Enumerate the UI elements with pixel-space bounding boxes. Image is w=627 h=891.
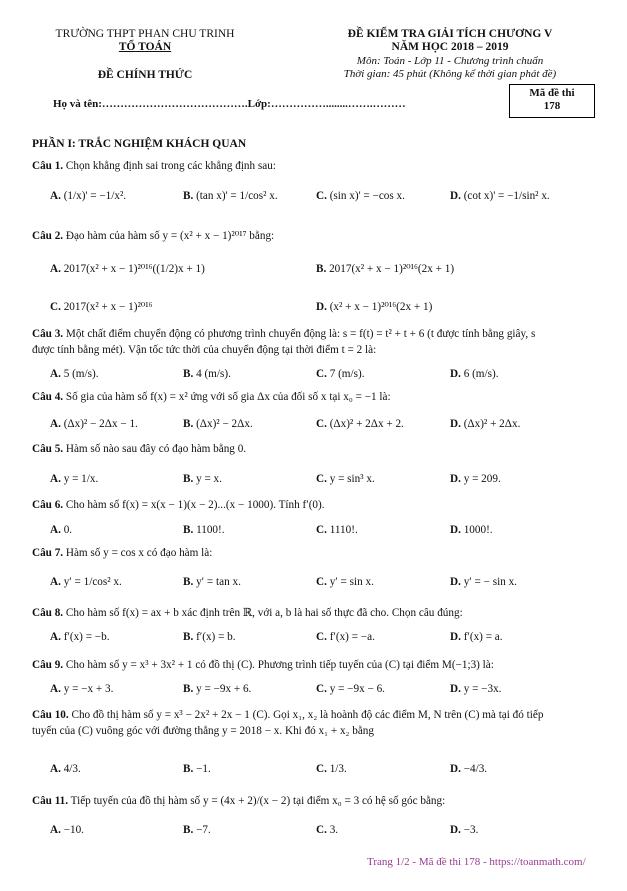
- question-label: Câu 2.: [32, 230, 64, 242]
- question-text: Hàm số y = cos x có đạo hàm là:: [65, 547, 213, 559]
- question-6: [32, 497, 602, 513]
- option-text: f′(x) = −a.: [326, 631, 375, 643]
- option-letter: D.: [450, 190, 461, 202]
- option-text: −7.: [193, 824, 211, 836]
- answer-option-d[interactable]: [450, 473, 501, 485]
- exam-code-label: Mã đề thi: [529, 87, 575, 99]
- answer-option-b[interactable]: [183, 473, 222, 485]
- answer-option-c[interactable]: [316, 418, 404, 430]
- option-text: 4/3.: [60, 763, 81, 775]
- option-letter: B.: [183, 368, 194, 380]
- answer-option-c[interactable]: [316, 524, 358, 536]
- option-text: 0.: [60, 524, 73, 536]
- option-letter: C.: [316, 524, 327, 536]
- option-text: (Δx)² − 2Δx.: [193, 418, 253, 430]
- option-text: (x² + x − 1)²⁰¹⁶(2x + 1): [326, 301, 433, 313]
- subject-line: Môn: Toán - Lớp 11 - Chương trình chuẩn: [356, 55, 544, 67]
- option-letter: B.: [183, 631, 194, 643]
- answer-option-c[interactable]: [316, 368, 365, 380]
- question-label: Câu 4.: [32, 391, 64, 403]
- answer-option-b[interactable]: [183, 418, 253, 430]
- answer-option-a[interactable]: [50, 418, 138, 430]
- option-text: −10.: [60, 824, 84, 836]
- option-letter: A.: [50, 576, 61, 588]
- option-letter: D.: [316, 301, 327, 313]
- option-text: 1110!.: [326, 524, 358, 536]
- option-letter: D.: [450, 631, 461, 643]
- answer-option-d[interactable]: [450, 576, 517, 588]
- option-letter: A.: [50, 368, 61, 380]
- answer-option-a[interactable]: [50, 683, 113, 695]
- option-letter: D.: [450, 576, 461, 588]
- answer-option-a[interactable]: [50, 631, 110, 643]
- answer-option-c[interactable]: [316, 763, 347, 775]
- answer-option-c[interactable]: [316, 190, 405, 202]
- question-text: Hàm số nào sau đây có đạo hàm bằng 0.: [65, 443, 247, 455]
- question-label: Câu 11.: [32, 795, 69, 807]
- option-letter: C.: [316, 368, 327, 380]
- option-letter: A.: [50, 190, 61, 202]
- option-letter: B.: [183, 824, 194, 836]
- option-letter: A.: [50, 473, 61, 485]
- option-letter: B.: [183, 190, 194, 202]
- option-letter: A.: [50, 418, 61, 430]
- option-letter: C.: [316, 190, 327, 202]
- option-letter: B.: [183, 524, 194, 536]
- group-name: TỔ TOÁN: [118, 41, 172, 53]
- answer-option-c[interactable]: [316, 576, 374, 588]
- option-text: y = 1/x.: [60, 473, 99, 485]
- option-letter: D.: [450, 763, 461, 775]
- answer-option-a[interactable]: [50, 473, 98, 485]
- name-class-line: Họ và tên:………………………………….Lớp:……………........…….………: [53, 98, 406, 110]
- question-10: [32, 707, 602, 739]
- option-text: 1000!.: [460, 524, 493, 536]
- option-letter: A.: [50, 824, 61, 836]
- option-text: y = sin³ x.: [326, 473, 375, 485]
- answer-option-b[interactable]: [183, 631, 236, 643]
- option-text: −3.: [460, 824, 479, 836]
- answer-option-d[interactable]: [450, 368, 499, 380]
- option-text: y′ = 1/cos² x.: [60, 576, 122, 588]
- question-text: Cho hàm số f(x) = ax + b xác định trên ℝ, với a, b là hai số thực đã cho. Chọn câu đúng:: [65, 607, 463, 619]
- option-letter: C.: [316, 418, 327, 430]
- option-letter: A.: [50, 683, 61, 695]
- option-text: (1/x)' = −1/x².: [60, 190, 127, 202]
- question-label: Câu 5.: [32, 443, 64, 455]
- option-text: y′ = sin x.: [326, 576, 374, 588]
- option-letter: B.: [183, 683, 194, 695]
- exam-code-value: 178: [543, 100, 561, 112]
- question-text-continued: tuyến của (C) vuông góc với đường thẳng y = 2018 − x. Khi đó x₁ + x₂ bằng: [32, 725, 374, 737]
- option-text: 1/3.: [326, 763, 347, 775]
- option-letter: B.: [183, 763, 194, 775]
- option-text: (sin x)' = −cos x.: [326, 190, 405, 202]
- question-label: Câu 7.: [32, 547, 64, 559]
- option-letter: A.: [50, 524, 61, 536]
- question-text: Cho hàm số y = x³ + 3x² + 1 có đồ thị (C). Phương trình tiếp tuyến của (C) tại điểm M(−1;3) là:: [65, 659, 494, 671]
- option-letter: C.: [316, 763, 327, 775]
- option-letter: D.: [450, 824, 461, 836]
- answer-option-a[interactable]: [50, 190, 126, 202]
- school-year: NĂM HỌC 2018 – 2019: [391, 41, 509, 53]
- option-text: y = x.: [193, 473, 222, 485]
- answer-option-d[interactable]: [450, 418, 520, 430]
- option-text: y = −9x + 6.: [193, 683, 252, 695]
- question-text: Số gia của hàm số f(x) = x² ứng với số gia Δx của đối số x tại x₀ = −1 là:: [65, 391, 391, 403]
- option-text: 2017(x² + x − 1)²⁰¹⁶((1/2)x + 1): [60, 263, 205, 275]
- question-label: Câu 8.: [32, 607, 64, 619]
- answer-option-b[interactable]: [183, 763, 211, 775]
- option-letter: D.: [450, 368, 461, 380]
- option-text: (tan x)' = 1/cos² x.: [193, 190, 278, 202]
- option-text: 1100!.: [193, 524, 225, 536]
- option-text: y = −x + 3.: [60, 683, 114, 695]
- question-4: [32, 389, 602, 405]
- option-text: y = 209.: [460, 473, 501, 485]
- option-letter: D.: [450, 418, 461, 430]
- question-3: [32, 326, 602, 358]
- answer-option-d[interactable]: [450, 631, 503, 643]
- answer-option-b[interactable]: [183, 368, 231, 380]
- option-text: 7 (m/s).: [326, 368, 365, 380]
- official-label: ĐỀ CHÍNH THỨC: [97, 69, 193, 81]
- answer-option-c[interactable]: [316, 473, 375, 485]
- question-label: Câu 6.: [32, 499, 64, 511]
- question-label: Câu 10.: [32, 709, 69, 721]
- answer-option-b[interactable]: [183, 190, 278, 202]
- question-11: [32, 793, 602, 809]
- option-letter: B.: [183, 576, 194, 588]
- option-letter: D.: [450, 683, 461, 695]
- option-letter: A.: [50, 631, 61, 643]
- option-text: y = −3x.: [460, 683, 502, 695]
- option-text: y = −9x − 6.: [326, 683, 385, 695]
- question-2: [32, 228, 602, 244]
- answer-option-b[interactable]: [183, 683, 251, 695]
- answer-option-d[interactable]: [316, 300, 432, 313]
- question-text: Chọn khẳng định sai trong các khẳng định sau:: [65, 160, 276, 172]
- question-label: Câu 3.: [32, 328, 64, 340]
- option-letter: B.: [183, 473, 194, 485]
- option-letter: C.: [316, 824, 327, 836]
- answer-option-b[interactable]: [183, 576, 241, 588]
- exam-code-box: [509, 84, 595, 118]
- time-line: Thời gian: 45 phút (Không kể thời gian phát đề): [343, 68, 557, 80]
- option-text: 5 (m/s).: [60, 368, 99, 380]
- option-letter: C.: [316, 683, 327, 695]
- answer-option-b[interactable]: [183, 524, 225, 536]
- option-text: 6 (m/s).: [460, 368, 499, 380]
- question-text: Cho hàm số f(x) = x(x − 1)(x − 2)...(x − 1000). Tính f′(0).: [65, 499, 325, 511]
- part1-title: PHẦN I: TRẮC NGHIỆM KHÁCH QUAN: [32, 138, 247, 150]
- answer-option-a[interactable]: [50, 368, 99, 380]
- option-letter: B.: [316, 263, 327, 275]
- question-text: Một chất điểm chuyển động có phương trình chuyển động là: s = f(t) = t² + t + 6 (t được tính bằng giây, s: [65, 328, 536, 340]
- question-text-continued: được tính bằng mét). Vận tốc tức thời của chuyển động tại thời điểm t = 2 là:: [32, 344, 377, 356]
- option-letter: C.: [316, 473, 327, 485]
- exam-title: ĐỀ KIỂM TRA GIẢI TÍCH CHƯƠNG V: [347, 28, 553, 40]
- answer-option-d[interactable]: [450, 190, 550, 202]
- option-text: (Δx)² + 2Δx + 2.: [326, 418, 404, 430]
- option-text: f′(x) = a.: [460, 631, 503, 643]
- question-text: Cho đồ thị hàm số y = x³ − 2x² + 2x − 1 (C). Gọi x₁, x₂ là hoành độ các điểm M, N trên (C) mà tại đó tiếp: [71, 709, 544, 721]
- option-text: −4/3.: [460, 763, 488, 775]
- page-footer: Trang 1/2 - Mã đề thi 178 - https://toanmath.com/: [367, 856, 586, 868]
- answer-option-a[interactable]: [50, 824, 84, 836]
- answer-option-d[interactable]: [450, 524, 493, 536]
- option-text: 3.: [326, 824, 339, 836]
- question-5: [32, 441, 602, 457]
- answer-option-b[interactable]: [316, 262, 454, 275]
- option-text: (cot x)' = −1/sin² x.: [460, 190, 550, 202]
- option-text: f′(x) = −b.: [60, 631, 110, 643]
- answer-option-d[interactable]: [450, 763, 487, 775]
- question-text: Đạo hàm của hàm số y = (x² + x − 1)²⁰¹⁷ bằng:: [65, 230, 275, 242]
- question-1: [32, 158, 602, 174]
- answer-option-d[interactable]: [450, 824, 478, 836]
- answer-option-a[interactable]: [50, 262, 205, 275]
- option-text: −1.: [193, 763, 211, 775]
- answer-option-c[interactable]: [316, 631, 375, 643]
- option-text: f′(x) = b.: [193, 631, 236, 643]
- option-letter: C.: [316, 576, 327, 588]
- option-text: (Δx)² − 2Δx − 1.: [60, 418, 138, 430]
- answer-option-c[interactable]: [316, 683, 385, 695]
- option-text: 2017(x² + x − 1)²⁰¹⁶(2x + 1): [326, 263, 455, 275]
- answer-option-a[interactable]: [50, 524, 72, 536]
- option-letter: C.: [316, 631, 327, 643]
- answer-option-a[interactable]: [50, 576, 122, 588]
- answer-option-b[interactable]: [183, 824, 211, 836]
- answer-option-c[interactable]: [316, 824, 338, 836]
- option-letter: A.: [50, 263, 61, 275]
- option-letter: B.: [183, 418, 194, 430]
- question-9: [32, 657, 602, 673]
- question-label: Câu 1.: [32, 160, 64, 172]
- option-text: y′ = − sin x.: [460, 576, 517, 588]
- option-letter: C.: [50, 301, 61, 313]
- option-text: y′ = tan x.: [193, 576, 241, 588]
- question-text: Tiếp tuyến của đồ thị hàm số y = (4x + 2)/(x − 2) tại điểm x₀ = 3 có hệ số góc bằng:: [70, 795, 446, 807]
- question-8: [32, 605, 602, 621]
- option-letter: D.: [450, 524, 461, 536]
- option-letter: A.: [50, 763, 61, 775]
- school-name: TRƯỜNG THPT PHAN CHU TRINH: [55, 28, 235, 40]
- answer-option-a[interactable]: [50, 763, 81, 775]
- question-label: Câu 9.: [32, 659, 64, 671]
- option-text: (Δx)² + 2Δx.: [460, 418, 521, 430]
- option-letter: D.: [450, 473, 461, 485]
- option-text: 2017(x² + x − 1)²⁰¹⁶: [60, 301, 153, 313]
- answer-option-c[interactable]: [50, 300, 153, 313]
- option-text: 4 (m/s).: [193, 368, 231, 380]
- answer-option-d[interactable]: [450, 683, 501, 695]
- question-7: [32, 545, 602, 561]
